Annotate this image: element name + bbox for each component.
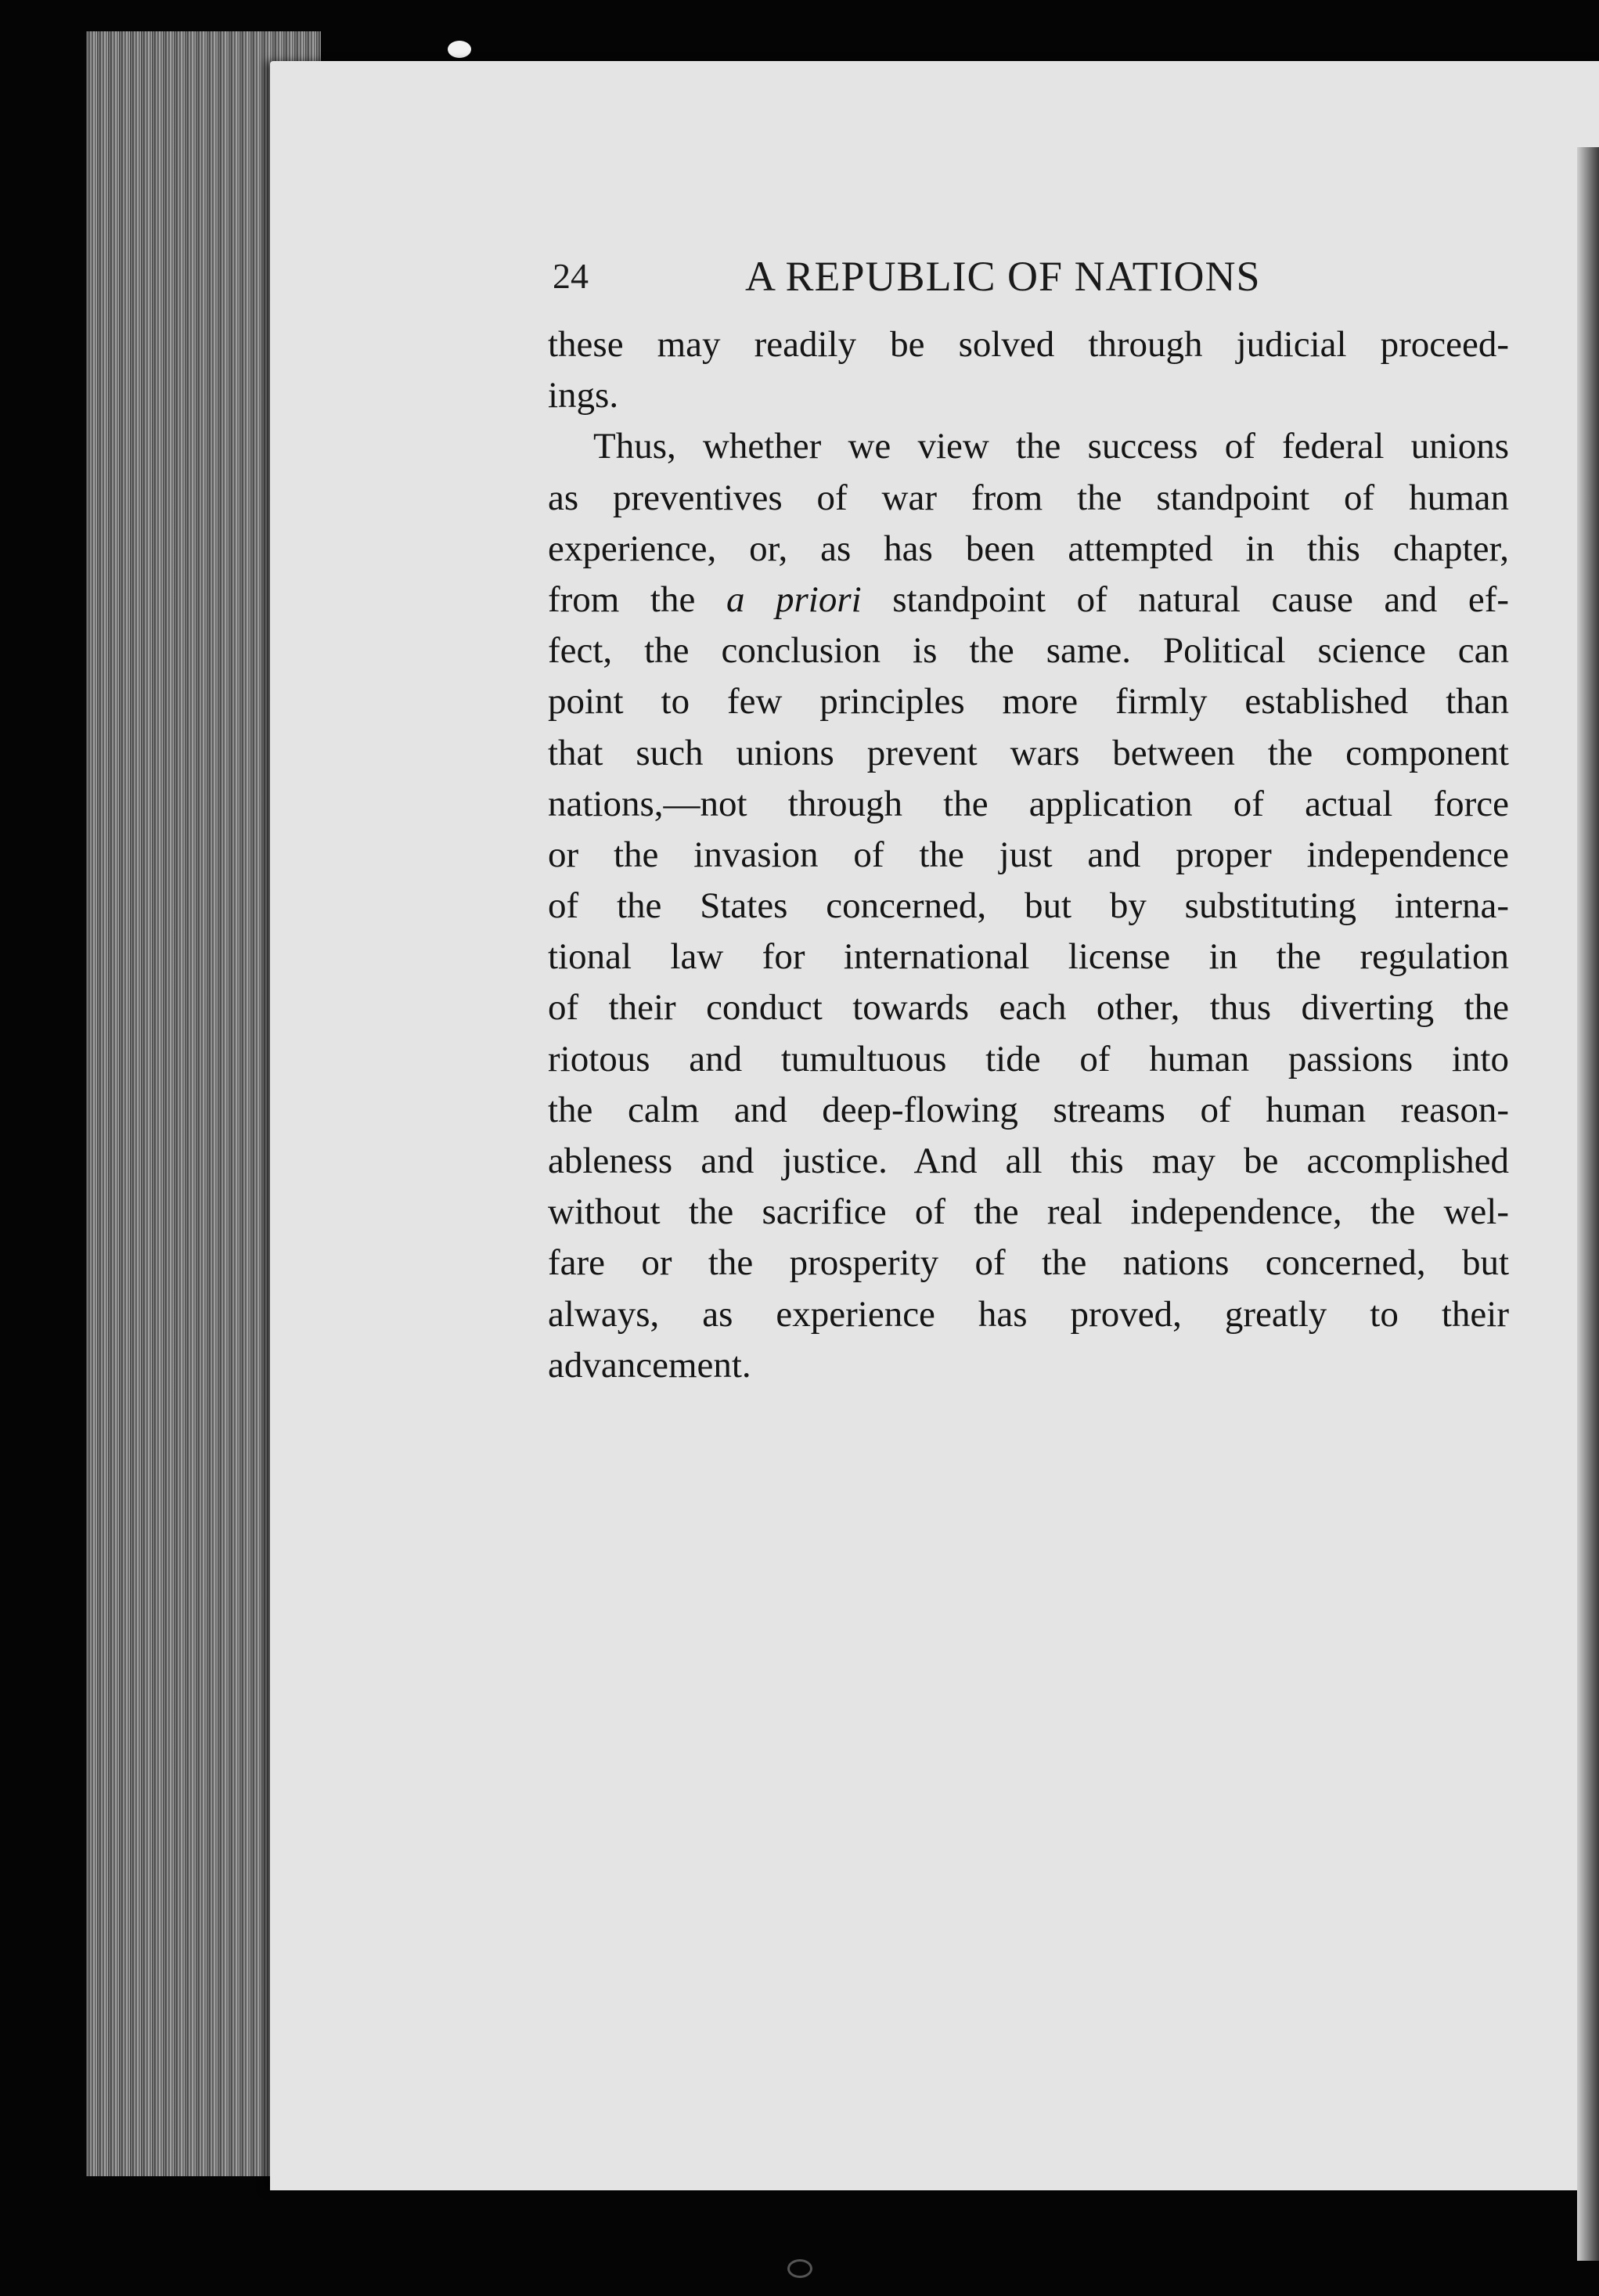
running-head [553,252,1504,307]
text-line: of their conduct towards each other, thus diverting the [548,987,1509,1029]
text-line: riotous and tumultuous tide of human passions into [548,1038,1509,1080]
text-line: fare or the prosperity of the nations concerned, but [548,1242,1509,1284]
text-line: always, as experience has proved, greatly to their [548,1293,1509,1335]
text-line: Thus, whether we view the success of federal unions [593,426,1509,467]
text-line: ings. [548,375,619,416]
text-line: fect, the conclusion is the same. Political science can [548,630,1509,672]
scan-blot [448,41,471,58]
scan-mark [787,2259,812,2278]
text-line: without the sacrifice of the real independence, the wel- [548,1191,1509,1233]
text-line: ableness and justice. And all this may be accomplished [548,1141,1509,1181]
text-line: these may readily be solved through judicial proceed- [548,324,1509,365]
text-line: tional law for international license in the regulation [548,936,1509,978]
page-number: 24 [553,256,589,296]
text-line: advancement. [548,1344,751,1386]
page-right-edge [1577,147,1599,2261]
text-line: as preventives of war from the standpoint of human [548,477,1509,518]
text-line: point to few principles more firmly established than [548,681,1509,723]
text-line: nations,—not through the application of actual force [548,783,1509,824]
book-title: A REPUBLIC OF NATIONS [745,253,1261,300]
text-line: of the States concerned, but by substituting interna- [548,885,1509,927]
text-line: the calm and deep-flowing streams of human reason- [548,1089,1509,1130]
text-line: that such unions prevent wars between the component [548,732,1509,773]
text-line: experience, or, as has been attempted in this chapter, [548,528,1509,569]
italic-phrase: a priori [726,579,862,620]
body-text [548,319,1509,1391]
text-line: from the a priori standpoint of natural cause and ef- [548,579,1510,620]
text-line: or the invasion of the just and proper independence [548,834,1509,875]
